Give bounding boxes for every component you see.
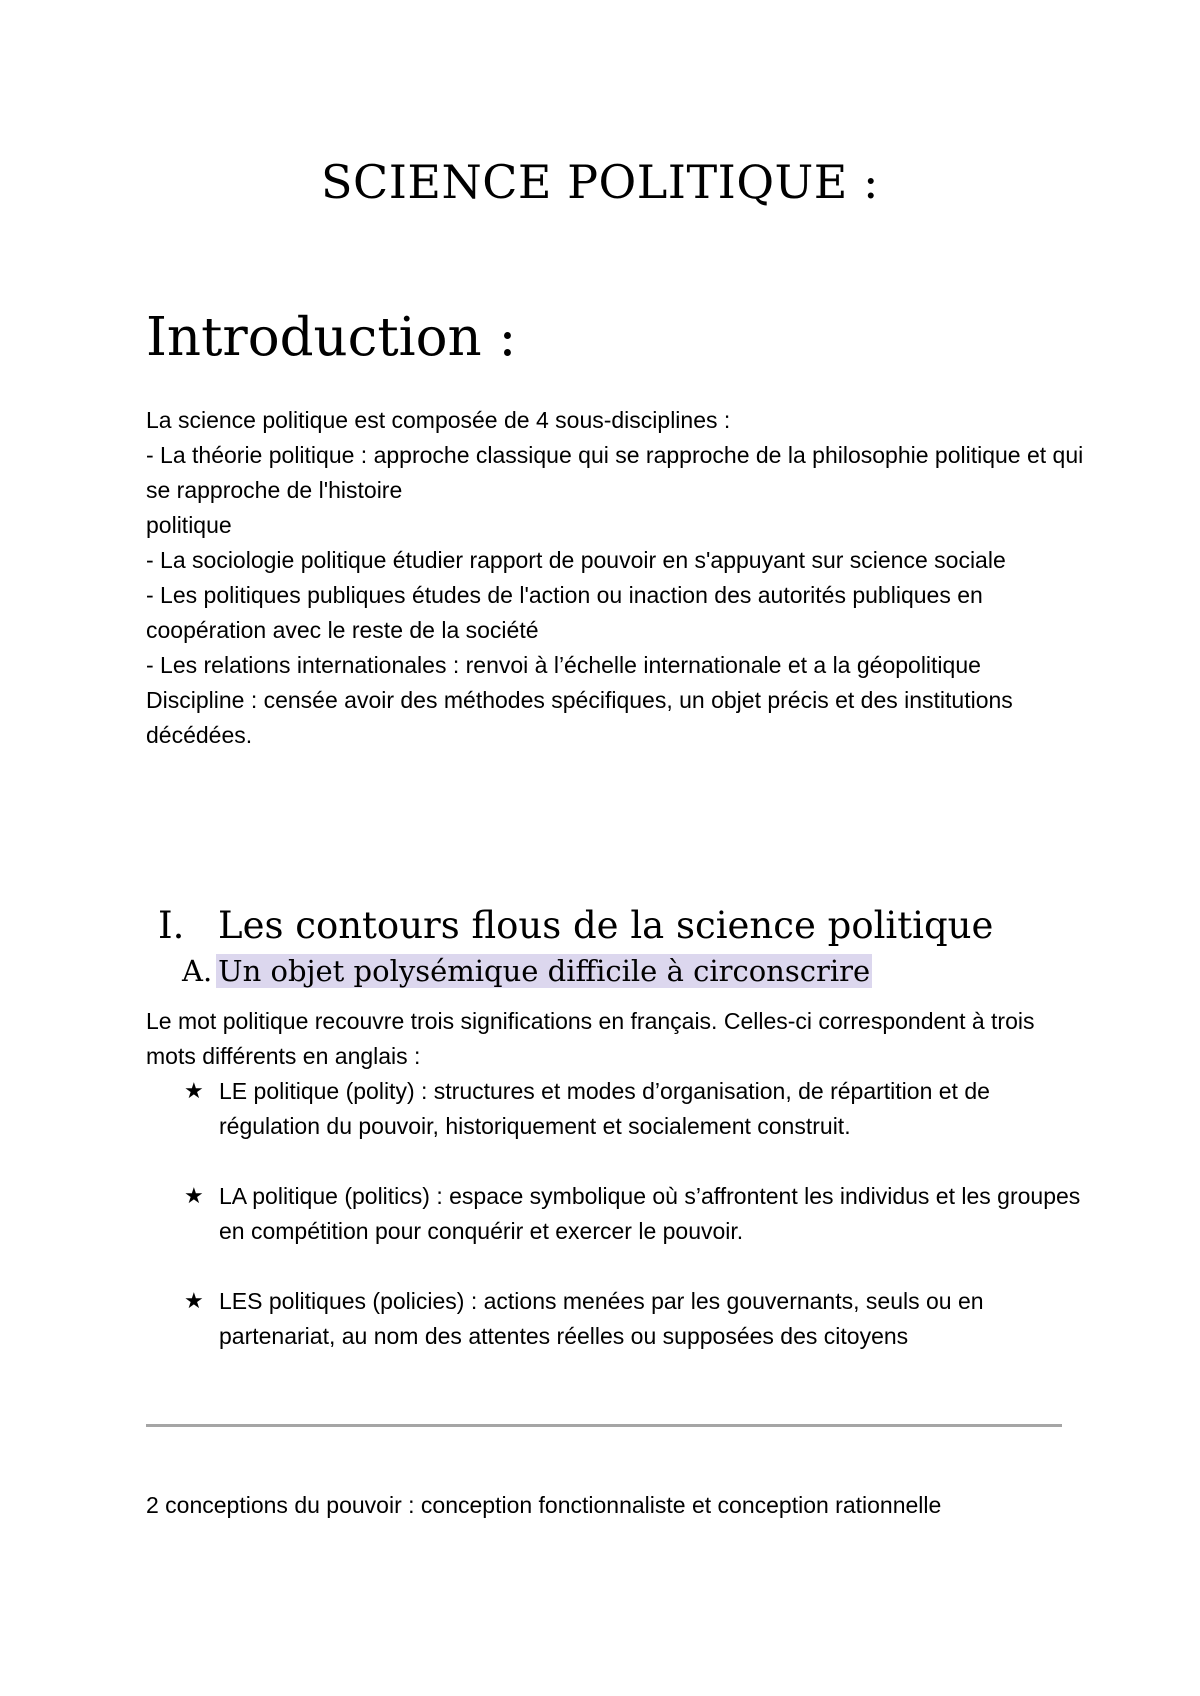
highlighted-subsection-title: Un objet polysémique difficile à circonscrire (218, 954, 871, 988)
list-item-text: LA politique (politics) : espace symbolique où s’affrontent les individus et les groupes en compétition pour conquérir et exercer le pouvoir. (219, 1183, 1081, 1244)
list-item (146, 1074, 1096, 1144)
section-heading (158, 900, 993, 952)
introduction-body (146, 403, 1086, 753)
list-item (146, 1179, 1096, 1249)
star-icon: ★ (184, 1289, 204, 1314)
subsection-number: A. (182, 954, 213, 988)
intro-line: politique (146, 512, 232, 538)
list-item (146, 1284, 1096, 1354)
intro-line: La science politique est composée de 4 sous-disciplines : (146, 407, 731, 433)
introduction-heading: Introduction : (146, 307, 517, 368)
intro-line: Discipline : censée avoir des méthodes spécifiques, un objet précis et des institutions décédées. (146, 687, 1013, 748)
intro-line: - Les politiques publiques études de l'action ou inaction des autorités publiques en coopération avec le reste de la société (146, 582, 983, 643)
intro-line: - La sociologie politique étudier rapport de pouvoir en s'appuyant sur science sociale (146, 547, 1006, 573)
document-title: SCIENCE POLITIQUE : (320, 155, 880, 209)
star-icon: ★ (184, 1184, 204, 1209)
bullet-list (146, 1074, 1096, 1389)
intro-line: - La théorie politique : approche classique qui se rapproche de la philosophie politique et qui se rapproche de l'histoire (146, 442, 1084, 503)
star-icon: ★ (184, 1079, 204, 1104)
section-number: I. (158, 904, 185, 947)
footer-line: 2 conceptions du pouvoir : conception fonctionnaliste et conception rationnelle (146, 1492, 942, 1518)
subsection-heading (182, 950, 872, 992)
list-item-text: LE politique (polity) : structures et modes d’organisation, de répartition et de régulation du pouvoir, historiquement et socialement construit. (219, 1078, 990, 1139)
list-item-text: LES politiques (policies) : actions menées par les gouvernants, seuls ou en partenariat, au nom des attentes réelles ou supposées des citoyens (219, 1288, 984, 1349)
section-title: Les contours flous de la science politique (218, 904, 994, 947)
intro-line: - Les relations internationales : renvoi à l’échelle internationale et a la géopolitique (146, 652, 981, 678)
horizontal-divider (146, 1424, 1062, 1427)
section-paragraph: Le mot politique recouvre trois significations en français. Celles-ci correspondent à trois mots différents en anglais : (146, 1008, 1035, 1069)
